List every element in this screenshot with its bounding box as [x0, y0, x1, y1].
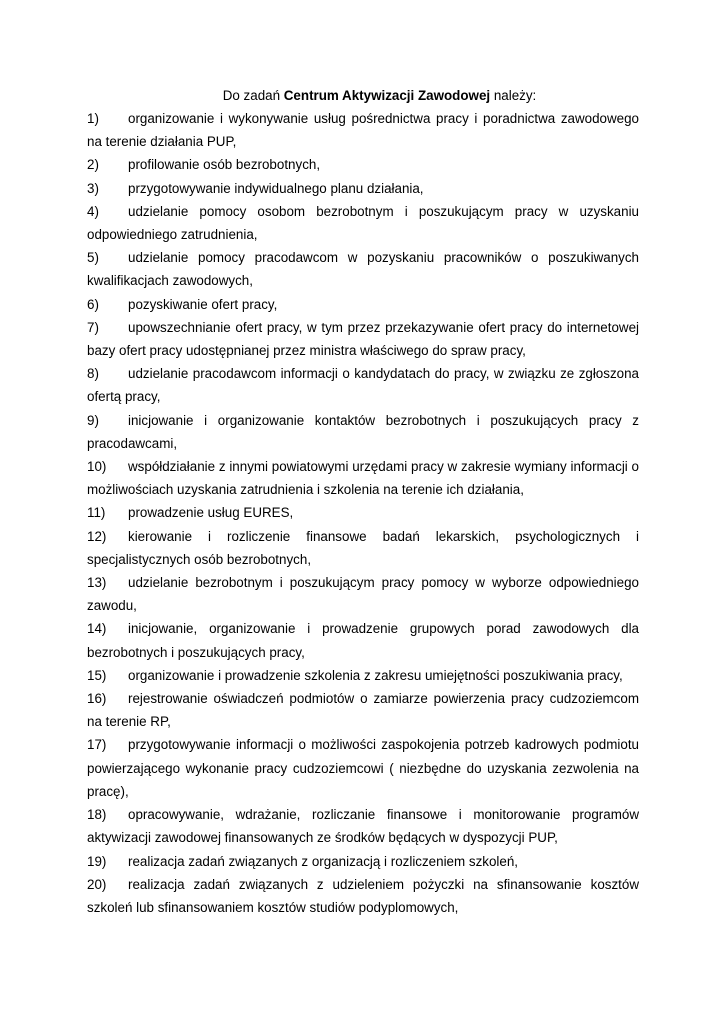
item-text: udzielanie pomocy pracodawcom w pozyskaniu pracowników o poszukiwanych kwalifikacjach zawodowych,: [87, 250, 639, 289]
item-number: 16): [87, 691, 107, 707]
item-number: 1): [87, 111, 99, 126]
heading-prefix: Do zadań: [222, 88, 284, 103]
item-text: przygotowywanie informacji o możliwości zaspokojenia potrzeb kadrowych podmiotu powierzającego wykonanie pracy cudzoziemcowi ( niezbędne do uzyskania zezwolenia na pracę),: [87, 737, 639, 799]
item-number: 7): [87, 319, 99, 335]
item-text: upowszechnianie ofert pracy, w tym przez przekazywanie ofert pracy do internetowej bazy ofert pracy udostępnianej przez ministra właściwego do spraw pracy,: [87, 319, 639, 359]
list-item: [87, 664, 639, 687]
list-item: [87, 733, 639, 803]
list-item: [87, 501, 639, 524]
list-item: [87, 525, 639, 571]
item-number: 20): [87, 876, 107, 892]
task-list: [87, 107, 639, 919]
item-number: 14): [87, 621, 107, 637]
item-text: udzielanie pracodawcom informacji o kandydatach do pracy, w związku ze zgłoszona ofertą pracy,: [87, 366, 639, 405]
item-number: 18): [87, 807, 107, 823]
item-text: inicjowanie i organizowanie kontaktów bezrobotnych i poszukujących pracy z pracodawcami,: [87, 412, 639, 451]
list-item: [87, 246, 639, 292]
item-text: organizowanie i prowadzenie szkolenia z zakresu umiejętności poszukiwania pracy,: [128, 667, 623, 683]
item-text: współdziałanie z innymi powiatowymi urzędami pracy w zakresie wymiany informacji o możliwościach uzyskania zatrudnienia i szkolenia na terenie ich działania,: [87, 459, 639, 498]
item-number: 19): [87, 853, 107, 869]
list-item: [87, 571, 639, 617]
item-number: 12): [87, 528, 107, 544]
list-item: [87, 873, 639, 919]
item-text: realizacja zadań związanych z udzieleniem pożyczki na sfinansowanie kosztów szkoleń lub sfinansowaniem kosztów studiów podyplomowych,: [87, 876, 639, 915]
item-number: 9): [87, 412, 99, 428]
item-number: 13): [87, 575, 107, 591]
item-text: udzielanie pomocy osobom bezrobotnym i poszukującym pracy w uzyskaniu odpowiedniego zatrudnienia,: [87, 203, 639, 243]
item-text: organizowanie i wykonywanie usług pośrednictwa pracy i poradnictwa zawodowego na terenie działania PUP,: [87, 111, 639, 150]
heading-bold-name: Centrum Aktywizacji Zawodowej: [283, 88, 491, 103]
list-item: [87, 455, 639, 501]
list-item: [87, 687, 639, 733]
item-number: 8): [87, 366, 99, 382]
list-item: [87, 850, 639, 873]
heading-suffix: należy:: [490, 88, 537, 103]
item-text: realizacja zadań związanych z organizacją i rozliczeniem szkoleń,: [128, 853, 518, 869]
document-heading: [87, 84, 639, 107]
item-text: prowadzenie usług EURES,: [128, 505, 294, 521]
item-text: pozyskiwanie ofert pracy,: [128, 296, 278, 312]
list-item: [87, 293, 639, 316]
item-number: 11): [87, 505, 106, 521]
item-text: przygotowywanie indywidualnego planu działania,: [128, 180, 424, 196]
item-text: udzielanie bezrobotnym i poszukującym pracy pomocy w wyborze odpowiedniego zawodu,: [87, 575, 639, 614]
item-number: 15): [87, 667, 107, 683]
item-number: 3): [87, 180, 99, 196]
list-item: [87, 617, 639, 663]
item-number: 2): [87, 157, 99, 173]
list-item: [87, 177, 639, 200]
item-text: kierowanie i rozliczenie finansowe badań lekarskich, psychologicznych i specjalistycznych osób bezrobotnych,: [87, 528, 639, 567]
list-item: [87, 153, 639, 176]
item-text: profilowanie osób bezrobotnych,: [128, 157, 321, 173]
list-item: [87, 362, 639, 408]
item-text: inicjowanie, organizowanie i prowadzenie grupowych porad zawodowych dla bezrobotnych i poszukujących pracy,: [87, 621, 639, 660]
list-item: [87, 107, 639, 153]
item-number: 4): [87, 203, 99, 219]
item-number: 5): [87, 250, 99, 266]
item-number: 17): [87, 737, 107, 753]
list-item: [87, 316, 639, 362]
item-text: rejestrowanie oświadczeń podmiotów o zamiarze powierzenia pracy cudzoziemcom na terenie RP,: [87, 691, 639, 730]
item-text: opracowywanie, wdrażanie, rozliczanie finansowe i monitorowanie programów aktywizacji zawodowej finansowanych ze środków będących w dyspozycji PUP,: [87, 807, 639, 846]
item-number: 6): [87, 296, 99, 312]
item-number: 10): [87, 459, 107, 475]
list-item: [87, 200, 639, 246]
list-item: [87, 803, 639, 849]
list-item: [87, 409, 639, 455]
